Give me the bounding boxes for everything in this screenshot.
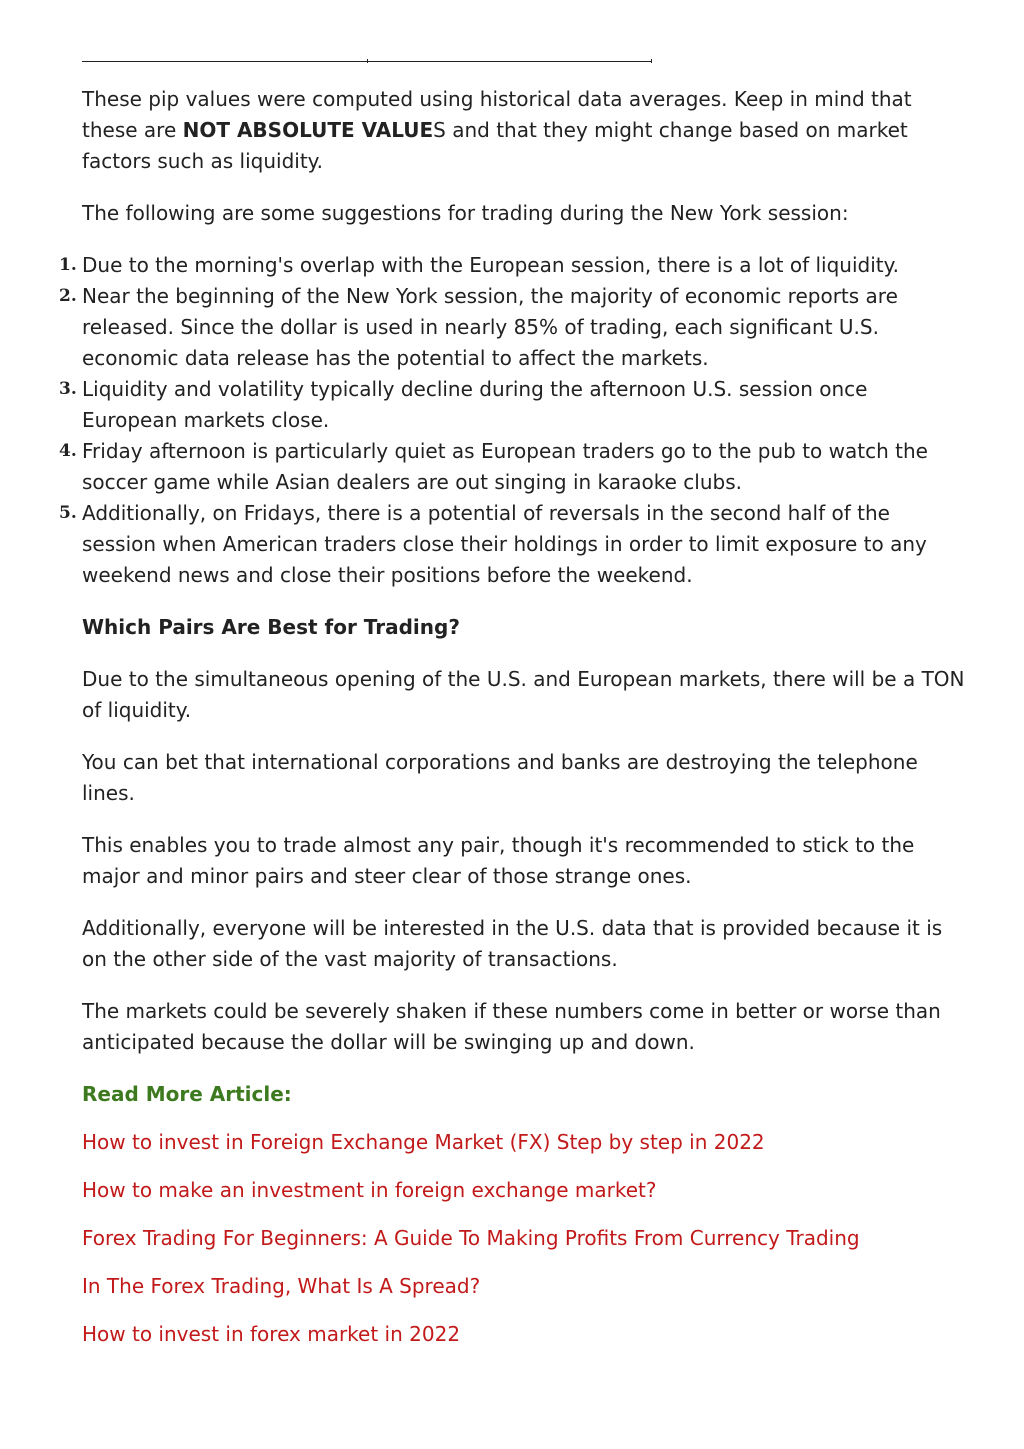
list-number: 4. [59, 441, 77, 461]
list-item-text: Liquidity and volatility typically decline during the afternoon U.S. session once European markets close. [82, 377, 868, 432]
related-article-link[interactable]: How to invest in Foreign Exchange Market (FX) Step by step in 2022 [82, 1130, 765, 1154]
table-edge [651, 59, 652, 63]
intro-emphasis: NOT ABSOLUTE VALUE [182, 118, 434, 142]
related-article-link[interactable]: In The Forex Trading, What Is A Spread? [82, 1274, 481, 1298]
body-paragraph: You can bet that international corporations and banks are destroying the telephone lines. [82, 750, 918, 805]
section-heading: Which Pairs Are Best for Trading? [82, 615, 460, 639]
table-bottom-border [82, 61, 651, 62]
body-paragraph: Additionally, everyone will be interested in the U.S. data that is provided because it is on the other side of the vast majority of transactions. [82, 916, 943, 971]
body-paragraph: This enables you to trade almost any pair, though it's recommended to stick to the major and minor pairs and steer clear of those strange ones. [82, 833, 915, 888]
related-article-link[interactable]: How to make an investment in foreign exchange market? [82, 1178, 657, 1202]
list-number: 2. [59, 286, 77, 306]
article-body [59, 84, 967, 1367]
list-item-text: Due to the morning's overlap with the European session, there is a lot of liquidity. [82, 253, 899, 277]
list-number: 1. [59, 255, 77, 275]
table-column-divider [367, 59, 368, 63]
read-more-heading: Read More Article: [82, 1082, 292, 1106]
list-number: 5. [59, 503, 77, 523]
related-article-link[interactable]: How to invest in forex market in 2022 [82, 1322, 461, 1346]
body-paragraph: Due to the simultaneous opening of the U.S. and European markets, there will be a TON of liquidity. [82, 667, 965, 722]
intro-text-start: These pip values were computed using historical data averages. Keep in mind that these are [82, 87, 912, 142]
body-paragraph: The markets could be severely shaken if these numbers come in better or worse than anticipated because the dollar will be swinging up and down. [82, 999, 941, 1054]
related-article-link[interactable]: Forex Trading For Beginners: A Guide To Making Profits From Currency Trading [82, 1226, 860, 1250]
intro-text-end: S and that they might change based on market factors such as liquidity. [82, 118, 908, 173]
list-item-text: Near the beginning of the New York session, the majority of economic reports are released. Since the dollar is used in nearly 85% of trading, each significant U.S. economic data release has the potential to affect the markets. [82, 284, 898, 370]
list-item-text: Additionally, on Fridays, there is a potential of reversals in the second half of the session when American traders close their holdings in order to limit exposure to any weekend news and close their positions before the weekend. [82, 501, 927, 587]
list-item [59, 498, 967, 591]
list-item [59, 374, 967, 436]
suggestions-list [59, 250, 967, 591]
suggestions-intro: The following are some suggestions for trading during the New York session: [82, 201, 849, 225]
intro-paragraph [82, 84, 967, 177]
list-item-text: Friday afternoon is particularly quiet as European traders go to the pub to watch the soccer game while Asian dealers are out singing in karaoke clubs. [82, 439, 928, 494]
list-item [59, 436, 967, 498]
list-number: 3. [59, 379, 77, 399]
list-item [59, 250, 967, 281]
list-item [59, 281, 967, 374]
